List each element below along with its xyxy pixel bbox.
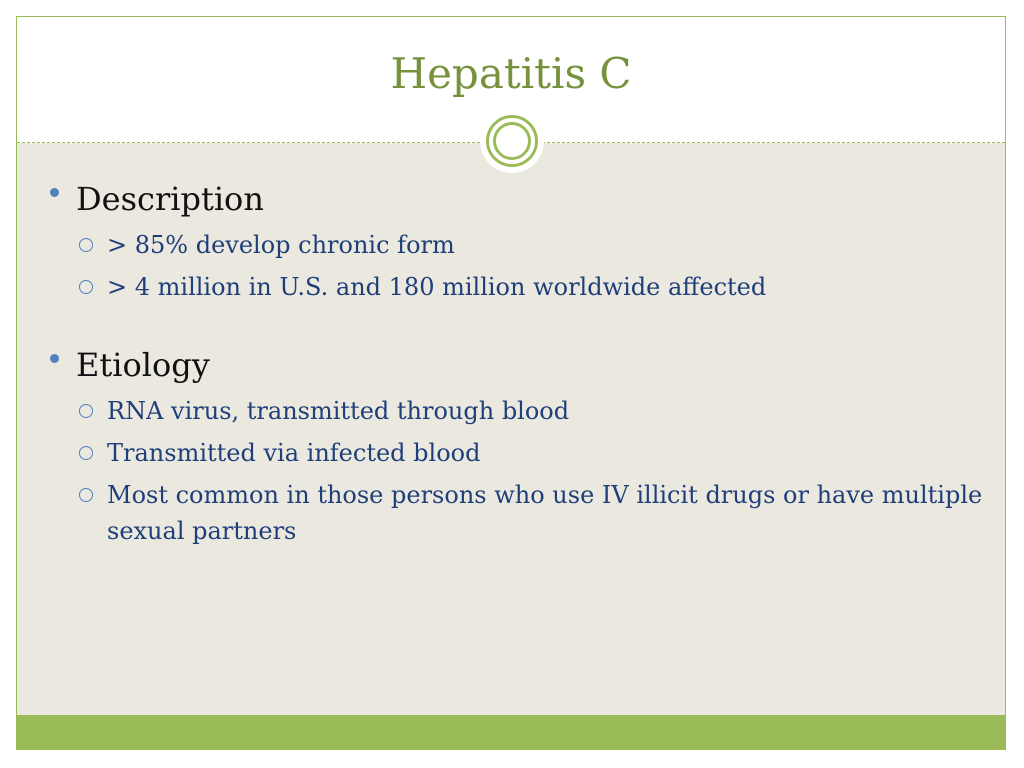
bullet-level1 <box>47 177 987 221</box>
bullet-level2 <box>77 477 987 549</box>
bullet-level1 <box>47 343 987 387</box>
hollow-circle-bullet-icon <box>77 227 107 263</box>
section-heading: Etiology <box>76 346 210 384</box>
filled-circle-bullet-icon <box>47 180 76 210</box>
filled-circle-bullet-icon <box>47 346 76 376</box>
hollow-circle-bullet-icon <box>77 393 107 429</box>
section-heading: Description <box>76 180 264 218</box>
slide-body <box>47 177 987 587</box>
slide-title: Hepatitis C <box>390 49 632 98</box>
bullet-level2 <box>77 393 987 429</box>
bullet-text: Transmitted via infected blood <box>107 439 481 467</box>
bullet-text: > 85% develop chronic form <box>107 231 455 259</box>
bullet-text: > 4 million in U.S. and 180 million worldwide affected <box>107 273 767 301</box>
bullet-text: Most common in those persons who use IV illicit drugs or have multiple sexual partners <box>107 481 983 545</box>
hollow-circle-bullet-icon <box>77 477 107 513</box>
bullet-level2 <box>77 269 987 305</box>
ornament-inner-ring <box>493 122 531 160</box>
footer-accent-bar <box>17 715 1005 749</box>
bullet-level2 <box>77 227 987 263</box>
hollow-circle-bullet-icon <box>77 435 107 471</box>
section-etiology <box>47 343 987 549</box>
hollow-circle-bullet-icon <box>77 269 107 305</box>
slide <box>16 16 1006 750</box>
section-description <box>47 177 987 305</box>
bullet-level2 <box>77 435 987 471</box>
bullet-text: RNA virus, transmitted through blood <box>107 397 570 425</box>
